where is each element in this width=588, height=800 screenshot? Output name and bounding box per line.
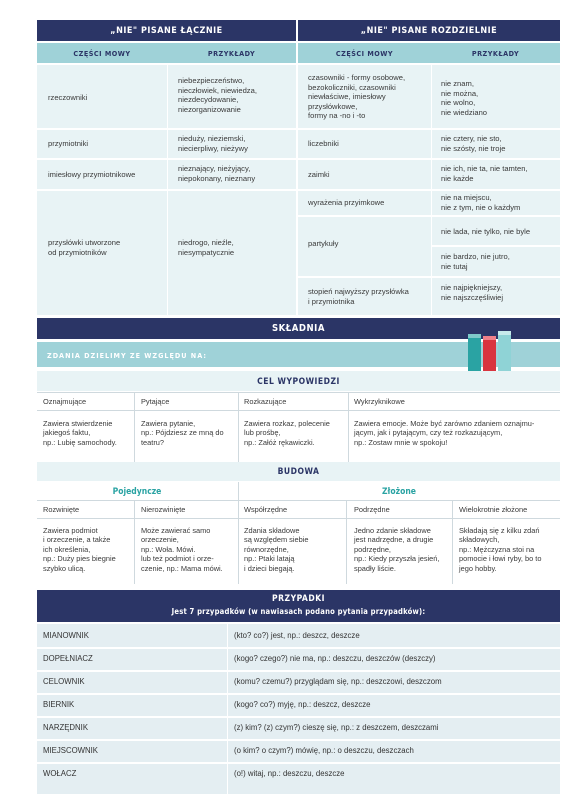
cel-title: CEL WYPOWIEDZI (257, 377, 340, 387)
budowa-header-4: Podrzędne (354, 505, 390, 514)
books-icon (462, 326, 524, 376)
nie-left-row-4-part: przysłówki utworzone od przymiotników (48, 238, 121, 257)
skladnia-subtitle: ZDANIA DZIELIMY ZE WZGLĘDU NA: (47, 351, 207, 360)
case-text-2: (kogo? czego?) nie ma, np.: deszczu, deszczów (deszczy) (234, 654, 436, 663)
case-name-3: CELOWNIK (43, 677, 85, 686)
case-name-1: MIANOWNIK (43, 631, 89, 640)
case-name-6: MIEJSCOWNIK (43, 746, 99, 755)
case-name-5: NARZĘDNIK (43, 723, 89, 732)
cel-header-4: Wykrzyknikowe (354, 397, 405, 406)
nie-left-title-text: „NIE" PISANE ŁĄCZNIE (110, 25, 223, 36)
budowa-text-3: Zdania składowe są względem siebie równorzędne, np.: Ptaki latają i dzieci biegają. (244, 526, 309, 573)
budowa-title: BUDOWA (277, 467, 320, 477)
budowa-text-2: Może zawierać samo orzeczenie, np.: Woła. Mówi. lub też podmiot i orze- czenie, np.: Mama mówi. (141, 526, 223, 573)
case-name-2: DOPEŁNIACZ (43, 654, 93, 663)
nie-right-row-1-part: czasowniki - formy osobowe, bezokoliczniki, czasowniki niewłaściwe, imiesłowy przysłówkowe, formy na -no i -to (308, 73, 406, 121)
nie-right-row-1-examples: nie znam, nie można, nie wolno, nie wiedziano (441, 79, 488, 117)
nie-right-row-5-part: partykuły (308, 239, 339, 248)
nie-right-row-3-part: zaimki (308, 170, 330, 179)
nie-right-col-examples: PRZYKŁADY (471, 49, 520, 58)
nie-right-row-2-part: liczebniki (308, 139, 339, 148)
case-text-4: (kogo? co?) myję, np.: deszcz, deszcze (234, 700, 371, 709)
budowa-text-5: Składają się z kilku zdań składowych, np.: Mężczyzna stoi na pomocie i łowi ryby, bo to jego hobby. (459, 526, 542, 573)
cel-text-3: Zawiera rozkaz, polecenie lub prośbę, np.: Załóż rękawiczki. (244, 419, 330, 447)
nie-left-row-2-examples: nieduży, nieziemski, niecierpliwy, nieżywy (178, 134, 248, 153)
case-text-6: (o kim? o czym?) mówię, np.: o deszczu, deszczach (234, 746, 414, 755)
case-text-5: (z) kim? (z) czym?) cieszę się, np.: z deszczem, deszczami (234, 723, 439, 732)
nie-right-row-7-part: stopień najwyższy przysłówka i przymiotnika (308, 287, 409, 306)
nie-left-row-4-examples: niedrogo, nieźle, niesympatycznie (178, 238, 235, 257)
nie-left-row-1-part: rzeczowniki (48, 93, 88, 102)
nie-right-title-text: „NIE" PISANE ROZDZIELNIE (360, 25, 498, 36)
nie-right-row-5-examples: nie lada, nie tylko, nie byle (441, 227, 531, 236)
nie-right-row-2-examples: nie cztery, nie sto, nie szósty, nie troje (441, 134, 506, 153)
przypadki-title: PRZYPADKI (272, 594, 325, 604)
nie-right-row-4-part: wyrażenia przyimkowe (308, 198, 385, 207)
case-name-4: BIERNIK (43, 700, 75, 709)
budowa-group-complex: Złożone (382, 487, 416, 497)
case-text-7: (o!) witaj, np.: deszczu, deszcze (234, 769, 345, 778)
nie-left-row-2-part: przymiotniki (48, 139, 89, 148)
case-text-1: (kto? co?) jest, np.: deszcz, deszcze (234, 631, 360, 640)
nie-left-row-3-examples: nieznający, nieżyjący, niepokonany, nieznany (178, 164, 256, 183)
budowa-group-simple: Pojedyncze (112, 487, 162, 497)
nie-right-row-6-examples: nie bardzo, nie jutro, nie tutaj (441, 252, 510, 271)
cel-text-4: Zawiera emocje. Może być zarówno zdaniem oznajmu- jącym, jak i pytającym, czy też rozkazującym, np.: Zostaw mnie w spokoju! (354, 419, 535, 447)
nie-left-col-parts: CZĘŚCI MOWY (73, 49, 131, 58)
nie-left-row-1-examples: niebezpieczeństwo, nieczłowiek, niewiedza, niezdecydowanie, niezorganizowanie (178, 76, 257, 114)
budowa-header-1: Rozwinięte (43, 505, 80, 514)
nie-right-title (298, 20, 560, 41)
cel-header-2: Pytające (141, 397, 170, 406)
budowa-text-1: Zawiera podmiot i orzeczenie, a także ich określenia, np.: Duży pies biegnie szybko ulicą. (43, 526, 116, 573)
nie-right-row-3-examples: nie ich, nie ta, nie tamten, nie każde (441, 164, 528, 183)
case-name-7: WOŁACZ (43, 769, 77, 778)
cel-header-1: Oznajmujące (43, 397, 87, 406)
nie-left-col-examples: PRZYKŁADY (207, 49, 256, 58)
budowa-header-3: Współrzędne (244, 505, 288, 514)
cel-text-1: Zawiera stwierdzenie jakiegoś faktu, np.: Lubię samochody. (43, 419, 117, 447)
budowa-header-2: Nierozwinięte (141, 505, 186, 514)
przypadki-subtitle: Jest 7 przypadków (w nawiasach podano pytania przypadków): (171, 607, 426, 616)
nie-left-title (37, 20, 296, 41)
cel-text-2: Zawiera pytanie, np.: Pójdziesz ze mną do teatru? (141, 419, 224, 447)
skladnia-title-text: SKŁADNIA (272, 323, 325, 334)
case-text-3: (komu? czemu?) przyglądam się, np.: deszczowi, deszczom (234, 677, 442, 686)
cel-header-3: Rozkazujące (244, 397, 287, 406)
nie-right-row-4-examples: nie na miejscu, nie z tym, nie o każdym (441, 193, 521, 212)
nie-right-col-parts: CZĘŚCI MOWY (335, 49, 394, 58)
nie-right-row-7-examples: nie najpiękniejszy, nie najszczęśliwiej (441, 283, 504, 302)
budowa-text-4: Jedno zdanie składowe jest nadrzędne, a drugie podrzędne, np.: Kiedy przyszła jesień, spadły liście. (354, 526, 440, 573)
budowa-header-5: Wielokrotnie złożone (459, 505, 528, 514)
nie-left-row-3-part: imiesłowy przymiotnikowe (48, 170, 136, 179)
